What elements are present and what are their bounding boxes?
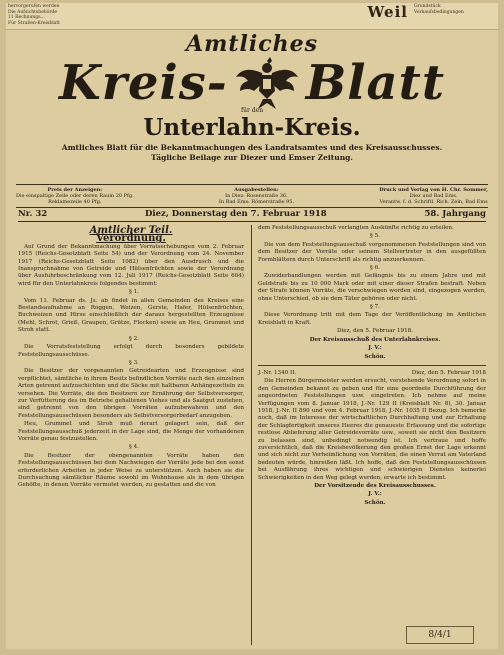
paragraph-4-end: dem Feststellungsausschuß verlangten Auskünfte richtig zu erteilen. [258, 225, 454, 231]
divider [258, 365, 486, 366]
reference-date: Diez, den 5. Februar 1918 [411, 369, 486, 376]
signature-name-2: Schön. [364, 499, 386, 506]
druck-line-1: Diez und Bad Ems. [409, 193, 458, 199]
verordnung-intro: Auf Grund der Bekanntmachung über Vorratserhebungen vom 2. Februar 1915 (Reichs-Gesetzblatt Seite 54) und der Verordnung vom 24. November 1917 (Reichs-Gesetzblatt Seite 1082) über den Ausdrusch und die Inanspruchnahme von Getreide und Hülsenfrüchten sowie der Verordnung über Ausfuhrbeschränkung vom 12. Juli 1917 (Reichs-Gesetzblatt Seite 604) wird für den Unterlahnkreis folgendes bestimmt: [18, 243, 244, 287]
info-ausgabe [219, 185, 294, 207]
issue-line [18, 209, 486, 222]
masthead-fuer-den: für den [240, 107, 264, 114]
paragraph-5: Die von dem Feststellungsausschuß vorgenommenen Feststellungen sind von dem Besitzer der Vorräte oder seinem Stellvertreter in den ausgefüllten Formblättern durch Unterschrift als richtig anzuerkennen. [258, 241, 486, 263]
paragraph-number-7: § 7. [370, 304, 380, 311]
section-heading: Amtlicher Teil. [89, 225, 173, 236]
scrap-left-text: hervorgerufen werden Die Aufsichtsbehörde 11 Rechnungs... Für Straßen-Kreisblatt [8, 4, 60, 26]
masthead-amtliches: Amtliches [186, 31, 318, 57]
column-rule [251, 225, 252, 645]
paragraph-8: Die Herren Bürgermeister werden ersucht, vorstehende Verordnung sofort in den Gemeinden bekannt zu geben und für eine geordnete Durchführung der angeordneten Feststellungen usw. eingetreten. Ich nehme auf meine Verfügungen vom 8. Januar 1918, J.-Nr. 129 II (Kreisblatt Nr. 8), 30. Januar 1918, J.-Nr. II 890 und vom 4. Februar 1918, J.-Nr. 1035 II Bezug. Ich bemerke noch, daß im Interesse der wirtschaftlichen Durchhaltung und zur Erhaltung der Schlagfertigkeit unseres Heeres die genaueste Erfassung und die sofortige restlose Ablieferung aller Getreidevorräte usw., soweit sie nicht den Besitzern zu belassen sind, unbedingt notwendig ist. Ich vertraue und hoffe zuversichtlich, daß die Kreisbevölkerung den großen Ernst der Lage erkennt und sich nicht zur Verheimlichung von Vorräten, die einen Verrat am Vaterland bedeuten würde, hinreißen läßt. Ich hoffe, daß den Feststellungsausschüssen bei Ausführung ihres wichtigen und schwierigen Dienstes keinerlei Schwierigkeiten in den Weg gelegt werden, erwarte ich bestimmt. [258, 378, 486, 481]
paragraph-number-6: § 6. [370, 265, 380, 272]
info-bar [16, 184, 488, 208]
previous-page-scrap [6, 3, 498, 30]
paragraph-number-1: § 1. [129, 289, 139, 296]
prussian-eagle-icon [234, 55, 300, 111]
archive-stamp: 8/4/1 [406, 626, 474, 644]
paragraph-4: Die Besitzer der obengenannten Vorräte haben den Feststellungsausschüssen bei dem Nachwiegen der Vorräte jede bei den sonst erforderlichen Arbeiten in jeder Weise zu unterstützen. Auch haben sie die Durchsuchung sämtlicher Räume sowohl im Wohnhause als in dem übrigen Gehöfte, in denen Vorräte vermutet werden, zu gestatten und die von [18, 452, 244, 489]
paragraph-3b: Heu, Grummet und Stroh muß derart gelagert sein, daß der Feststellungsausschuß jederzeit in der Lage sind, die Menge der vorhandenen Vorräte genau festzustellen. [18, 421, 244, 442]
prices-line-2: Reklamezeile 40 Pfg. [48, 199, 102, 205]
masthead-unterlahn: Unterlahn-Kreis. [143, 114, 361, 141]
paragraph-6: Zuwiderhandlungen werden mit Gefängnis bis zu einem Jahre und mit Geldstrafe bis zu 10 000 Mark oder mit einer dieser Strafen bestraft. Neben der Strafe können Vorräte, die verschwiegen worden sind, eingezogen werden, ohne Unterschied, ob sie dem Täter gehören oder nicht. [258, 273, 486, 302]
paragraph-number-4: § 4. [129, 444, 139, 451]
reference-number: J.-Nr. 1340 II. [258, 369, 297, 376]
right-column [258, 225, 486, 508]
reference-line [258, 370, 486, 377]
ausgabe-line-2: In Bad Ems: Römerstraße 95. [218, 199, 294, 205]
paragraph-1: Vom 11. Februar ds. Js. ab findet in allen Gemeinden des Kreises eine Bestandsaufnahme an Roggen, Weizen, Gerste, Hafer, Hülsenfrüchten, Buchweizen und Hirse einschließlich der daraus hergestellten Erzeugnisse (Mehl, Schrot, Grieß, Graupen, Grütze, Flocken) sowie an Heu, Grummet und Stroh statt. [18, 297, 244, 334]
signature-org-2: Der Vorsitzende des Kreisausschusses. [314, 483, 436, 489]
verordnung-title: Verordnung. [96, 233, 166, 245]
ausgabe-title: Ausgabestellen: [234, 187, 279, 193]
masthead-subtitle: Amtliches Blatt für die Bekanntmachungen des Landratsamtes und des Kreisausschusses. [61, 143, 443, 152]
signature-iv-2: J. V.: [368, 491, 382, 498]
info-prices [16, 185, 134, 207]
issue-number: Nr. 32 [18, 209, 48, 219]
paragraph-2: Die Vorratsfeststellung erfolgt durch besonders gebildete Feststellungsausschüsse. [18, 344, 244, 358]
masthead [6, 29, 498, 162]
signature-name-1: Schön. [364, 353, 386, 360]
issue-year: 58. Jahrgang [424, 209, 486, 219]
signature-date-1: Diez, den 5. Februar 1918. [336, 328, 414, 335]
druck-line-2: Verantw. f. d. Schriftl. Rich. Zein, Bad Ems [379, 199, 488, 205]
druck-title: Druck und Verlag von H. Chr. Sommer, [379, 187, 488, 193]
masthead-blatt: Blatt [305, 55, 445, 111]
masthead-title-row [6, 55, 498, 111]
info-druck [379, 185, 488, 207]
prices-line-1: Die einspaltige Zeile oder deren Raum 20 Pfg. [16, 193, 134, 199]
prices-title: Preis der Anzeigen: [47, 187, 103, 193]
paragraph-number-5: § 5. [370, 233, 380, 240]
paragraph-number-3: § 3. [129, 359, 139, 366]
masthead-kreis: Kreis- [59, 55, 228, 111]
paragraph-3: Die Besitzer der vorgenannten Getreidearten und Erzeugnisse sind verpflichtet, sämtliche in ihrem Besitz befindlichen Vorräte nach den einzelnen Arten getrennt aufzuschichten und die Säcke mit haltbaren Anhängezetteln zu versehen. Die Vorräte, die den Besitzern zur Ernährung der Selbstversorger, zur Verfütterung des im Betriebe gehaltenen Viehes und als Saatgut zustehen, sind getrennt von den übrigen Vorräten aufzubewahren und den Feststellungsausschüssen besonders als Selbstversorgerbedarf anzugeben. [18, 368, 244, 419]
issue-date: Diez, Donnerstag den 7. Februar 1918 [145, 209, 327, 219]
scrap-right-text: Grundstück Verkaufsbedingungen [414, 4, 464, 15]
scrap-mid-text: Weil [367, 3, 408, 21]
ausgabe-line-1: In Diez: Rosenstraße 36. [225, 193, 288, 199]
newspaper-page [6, 3, 498, 649]
signature-org-1: Der Kreisausschuß des Unterlahnkreises. [309, 336, 441, 343]
left-column [18, 227, 244, 491]
masthead-beilage: Tägliche Beilage zur Diezer und Emser Zeitung. [150, 153, 353, 162]
signature-iv-1: J. V.: [368, 345, 382, 352]
paragraph-number-2: § 2. [129, 335, 139, 342]
paragraph-7: Diese Verordnung tritt mit dem Tage der Veröffentlichung im Amtlichen Kreisblatt in Kraft. [258, 312, 486, 326]
